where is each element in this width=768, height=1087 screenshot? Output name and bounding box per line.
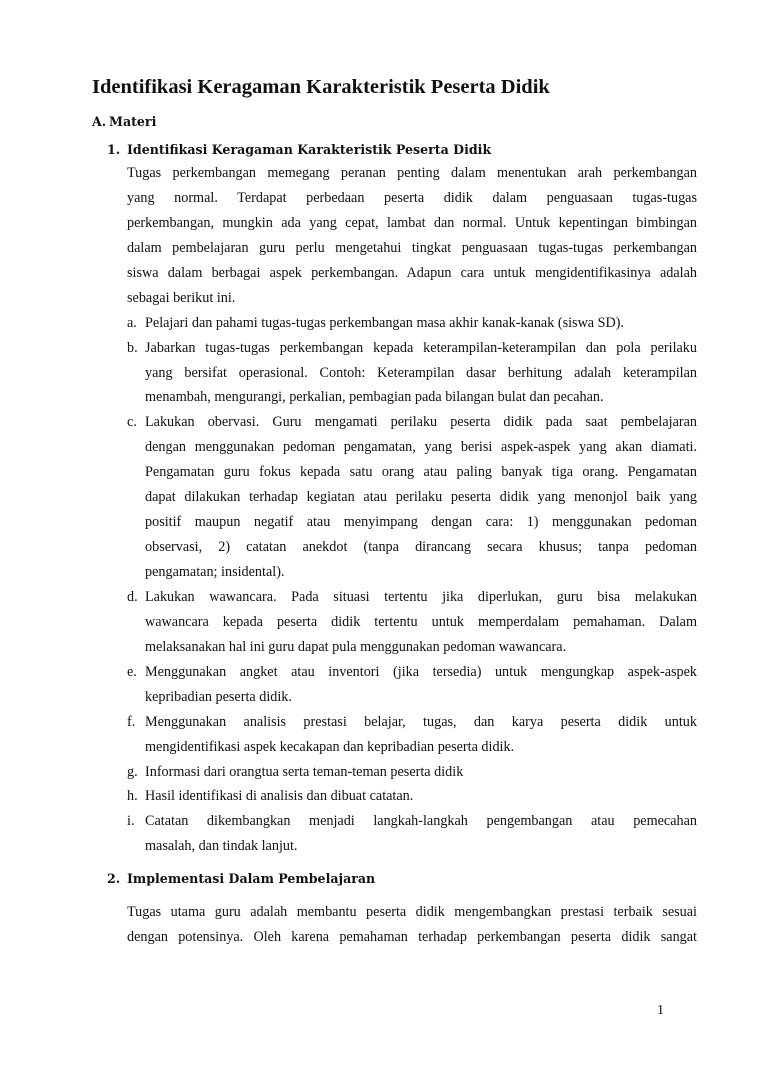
list-item: [127, 311, 697, 336]
section-body: [107, 161, 697, 859]
paragraph-line: Tugas utama guru adalah membantu peserta didik mengembangkan prestasi terbaik sesuai: [127, 904, 697, 920]
list-item-line: kepribadian peserta didik.: [145, 688, 292, 705]
list-item-label: a.: [127, 314, 137, 331]
list-item: [127, 585, 697, 660]
list-item-line: yang bersifat operasional. Contoh: Keterampilan dasar berhitung adalah keterampilan: [145, 364, 697, 381]
list-item-label: f.: [127, 713, 136, 730]
list-item-line: dengan menggunakan pedoman pengamatan, yang berisi aspek-aspek yang akan diamati.: [145, 439, 697, 456]
list-item-label: c.: [127, 414, 137, 431]
list-item-line: Menggunakan angket atau inventori (jika tersedia) untuk mengungkap aspek-aspek: [145, 663, 697, 680]
list-item-line: Hasil identifikasi di analisis dan dibuat catatan.: [145, 788, 414, 805]
section-a-label: A.: [92, 114, 107, 129]
section-a-heading: [92, 114, 156, 129]
list-item-line: menambah, mengurangi, perkalian, pembagian pada bilangan bulat dan pecahan.: [145, 389, 604, 406]
section-body: [107, 900, 697, 950]
section-number: 1.: [107, 142, 121, 157]
list-item-label: b.: [127, 339, 138, 356]
paragraph-line: dalam pembelajaran guru perlu mengetahui tingkat penguasaan tugas-tugas perkembangan: [127, 239, 697, 256]
paragraph-line: siswa dalam berbagai aspek perkembangan. Adapun cara untuk mengidentifikasinya adalah: [127, 264, 697, 281]
list-item: [127, 809, 697, 859]
section-heading: [107, 139, 697, 161]
section-heading-text: Implementasi Dalam Pembelajaran: [127, 871, 376, 886]
list-item-label: h.: [127, 788, 138, 805]
section-1: [107, 139, 697, 859]
list-item-label: d.: [127, 588, 138, 605]
list-item: [127, 760, 697, 785]
list-item-line: wawancara kepada peserta didik tertentu untuk memperdalam pemahaman. Dalam: [145, 613, 697, 630]
list-item: [127, 710, 697, 760]
list-item-label: g.: [127, 763, 138, 780]
list-item: [127, 784, 697, 809]
list-item-line: Jabarkan tugas-tugas perkembangan kepada keterampilan-keterampilan dan pola perilaku: [145, 339, 697, 356]
list-item-line: melaksanakan hal ini guru dapat pula menggunakan pedoman wawancara.: [145, 638, 567, 655]
list-item-line: Informasi dari orangtua serta teman-teman peserta didik: [145, 763, 464, 780]
list-item-line: positif maupun negatif atau menyimpang dengan cara: 1) menggunakan pedoman: [145, 514, 697, 531]
paragraph-line: dengan potensinya. Oleh karena pemahaman terhadap perkembangan peserta didik sangat: [127, 928, 697, 945]
list-item-label: e.: [127, 663, 137, 680]
list-item-line: Catatan dikembangkan menjadi langkah-langkah pengembangan atau pemecahan: [145, 813, 697, 830]
list-item: [127, 410, 697, 585]
list-item-line: masalah, dan tindak lanjut.: [145, 838, 298, 855]
list-item-line: dapat dilakukan terhadap kegiatan atau perilaku peserta didik yang menonjol baik yang: [145, 489, 697, 506]
list-item-line: mengidentifikasi aspek kecakapan dan kepribadian peserta didik.: [145, 738, 515, 755]
list-item-line: Pelajari dan pahami tugas-tugas perkembangan masa akhir kanak-kanak (siswa SD).: [145, 314, 625, 331]
section-heading: [107, 868, 697, 890]
page-number: 1: [657, 1003, 664, 1018]
list-item: [127, 336, 697, 411]
document-title: Identifikasi Keragaman Karakteristik Peserta Didik: [92, 76, 550, 98]
paragraph-line: perkembangan, mungkin ada yang cepat, lambat dan normal. Untuk kepentingan bimbingan: [127, 214, 697, 231]
paragraph-line: sebagai berikut ini.: [127, 289, 236, 306]
list-item-line: pengamatan; insidental).: [145, 564, 285, 580]
list-item-line: Lakukan obervasi. Guru mengamati perilaku peserta didik pada saat pembelajaran: [145, 414, 697, 431]
list-item-label: i.: [127, 813, 135, 830]
list-item-line: Lakukan wawancara. Pada situasi tertentu jika diperlukan, guru bisa melakukan: [145, 588, 697, 605]
section-a-title: Materi: [109, 114, 157, 129]
list-item-line: Menggunakan analisis prestasi belajar, tugas, dan karya peserta didik untuk: [145, 713, 697, 730]
paragraph-line: yang normal. Terdapat perbedaan peserta didik dalam penguasaan tugas-tugas: [127, 189, 697, 206]
section-heading-text: Identifikasi Keragaman Karakteristik Peserta Didik: [127, 142, 492, 157]
list-item-line: Pengamatan guru fokus kepada satu orang atau paling banyak tiga orang. Pengamatan: [145, 464, 697, 481]
paragraph-line: Tugas perkembangan memegang peranan penting dalam menentukan arah perkembangan: [127, 165, 697, 181]
section-2: [107, 868, 697, 950]
list-item: [127, 660, 697, 710]
list-item-line: observasi, 2) catatan anekdot (tanpa dirancang secara khusus; tanpa pedoman: [145, 539, 697, 556]
section-number: 2.: [107, 871, 121, 886]
